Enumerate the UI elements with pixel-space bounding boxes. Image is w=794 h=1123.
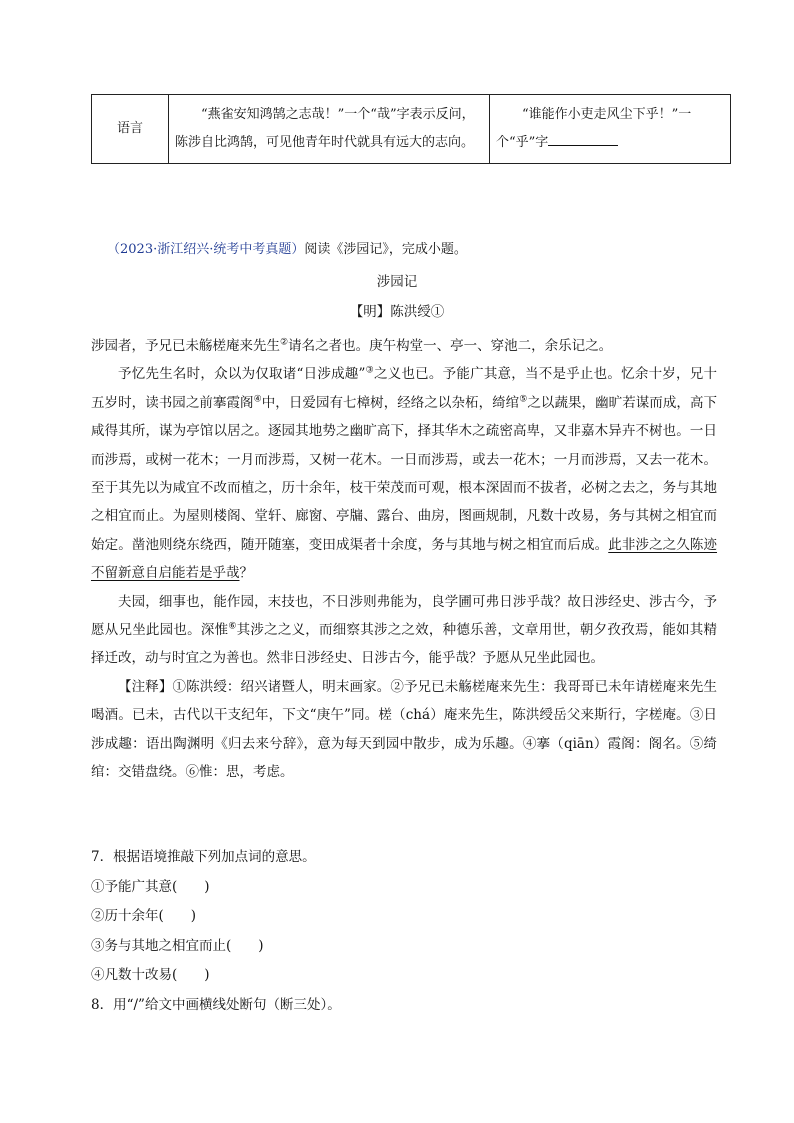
text-segment: 中，日爱园有七樟树，经络之以杂柘，绮绾: [261, 394, 520, 411]
answer-blank[interactable]: [548, 131, 618, 146]
author-note-mark: ①: [430, 304, 445, 320]
note-mark: ⑥: [228, 621, 237, 632]
annotation-paragraph: [91, 673, 717, 787]
essay-body: [91, 332, 717, 787]
question-cell: [490, 95, 731, 164]
questions-section: [91, 843, 717, 1020]
question-7-stem: 7．根据语境推敲下列加点词的意思。: [91, 849, 316, 865]
essay-author-line: [0, 302, 794, 322]
source-instruction: 阅读《涉园记》，完成小题。: [304, 242, 467, 257]
question-7-item-4: ④凡数十改易( ): [91, 967, 210, 983]
note-mark: ②: [280, 337, 289, 348]
note-mark: ③: [365, 365, 374, 376]
row-label: 语言: [116, 121, 143, 136]
comparison-table: [91, 94, 731, 164]
essay-paragraph: [91, 360, 717, 587]
text-segment: 涉园者，予兄已未觞槎庵来先生: [91, 338, 280, 354]
essay-paragraph: [91, 588, 717, 673]
table-row: [92, 95, 731, 164]
essay-paragraph: [91, 332, 717, 360]
text-segment: ？: [239, 565, 253, 582]
essay-title: 涉园记: [376, 274, 418, 290]
text-segment: 夫园，细事也，能作园，末技也，不日涉则弗能为，良学圃可弗日涉乎哉？故日涉经史、涉古今，予愿从兄坐此园也。深惟: [91, 593, 717, 639]
underlined-sentence: 此非涉之之久陈迹不留新意自启能若是乎哉: [91, 536, 718, 582]
author-name: 陈洪绶: [390, 304, 431, 320]
question-7-item-2: ②历十余年( ): [91, 908, 197, 924]
author-dynasty: 【明】: [349, 304, 391, 320]
question-7-item-3: ③务与其地之相宜而止( ): [91, 937, 264, 954]
text-segment: 予忆先生名时，众以为仅取诸“日涉成趣”: [118, 366, 366, 383]
source-line: [107, 240, 467, 260]
text-segment: 请名之者也。庚午构堂一、亭一、穿池二，余乐记之。: [288, 338, 613, 354]
example-cell: [169, 95, 490, 164]
example-text: “燕雀安知鸿鹄之志哉！”一个“哉”字表示反问，陈涉自比鸿鹄，可见他青年时代就具有远大的志向。: [175, 107, 475, 150]
source-tag: （2023·浙江绍兴·统考中考真题）: [107, 242, 305, 257]
text-segment: 之义也已。予能广其意，当不是乎止也。忆余十岁，兄十五岁时，读书园之前搴霞阁: [91, 366, 717, 411]
text-segment: 其涉之之义，而细察其涉之之效，种德乐善，文章用世，朝夕孜孜焉，能如其精择迁改，动与时宜之为善也。然非日涉经史、日涉古今，能乎哉？予愿从兄坐此园也。: [91, 622, 718, 667]
text-segment: 之以蔬果，幽旷若谋而成，高下咸得其所，谋为亭馆以居之。逐园其地势之幽旷高下，择其华木之疏密高卑，又非嘉木异卉不树也。一日而涉焉，或树一花木；一月而涉焉，又树一花木。一日而涉焉，或去一花木；一月而涉焉，又去一花木。至于其先以为咸宜不改而植之，历十余年，枝干荣茂而可观，根本深固而不拔者，必树之去之，务与其地之相宜而止。为屋则楼阁、堂轩、廊窗、亭牖、露台、曲房，图画规制，凡数十改易，务与其树之相宜而始定。凿池则绕东绕西，随开随塞，变田成渠者十余度，务与其地与树之相宜而后成。: [91, 394, 718, 553]
question-8-stem: 8．用“/”给文中画横线处断句（断三处）。: [91, 996, 341, 1013]
text-segment: 【注释】①陈洪绶：绍兴诸暨人，明末画家。②予兄已未觞槎庵来先生：我哥哥已未年请槎庵来先生喝酒。已未，古代以干支纪年，下文“庚午”同。槎（chá）庵来先生，陈洪绶岳父来斯行，字槎庵。③日涉成趣：语出陶渊明《归去来兮辞》，意为每天到园中散步，成为乐趣。④搴（qiān）霞阁：阁名。⑤绮绾：交错盘绕。⑥惟：思，考虑。: [91, 678, 717, 781]
question-text: “谁能作小吏走风尘下乎！”一个“乎”字: [496, 107, 692, 150]
question-7-item-1: ①予能广其意( ): [91, 878, 210, 895]
row-label-cell: [92, 95, 169, 164]
note-mark: ⑤: [519, 394, 528, 405]
note-mark: ④: [253, 394, 262, 405]
